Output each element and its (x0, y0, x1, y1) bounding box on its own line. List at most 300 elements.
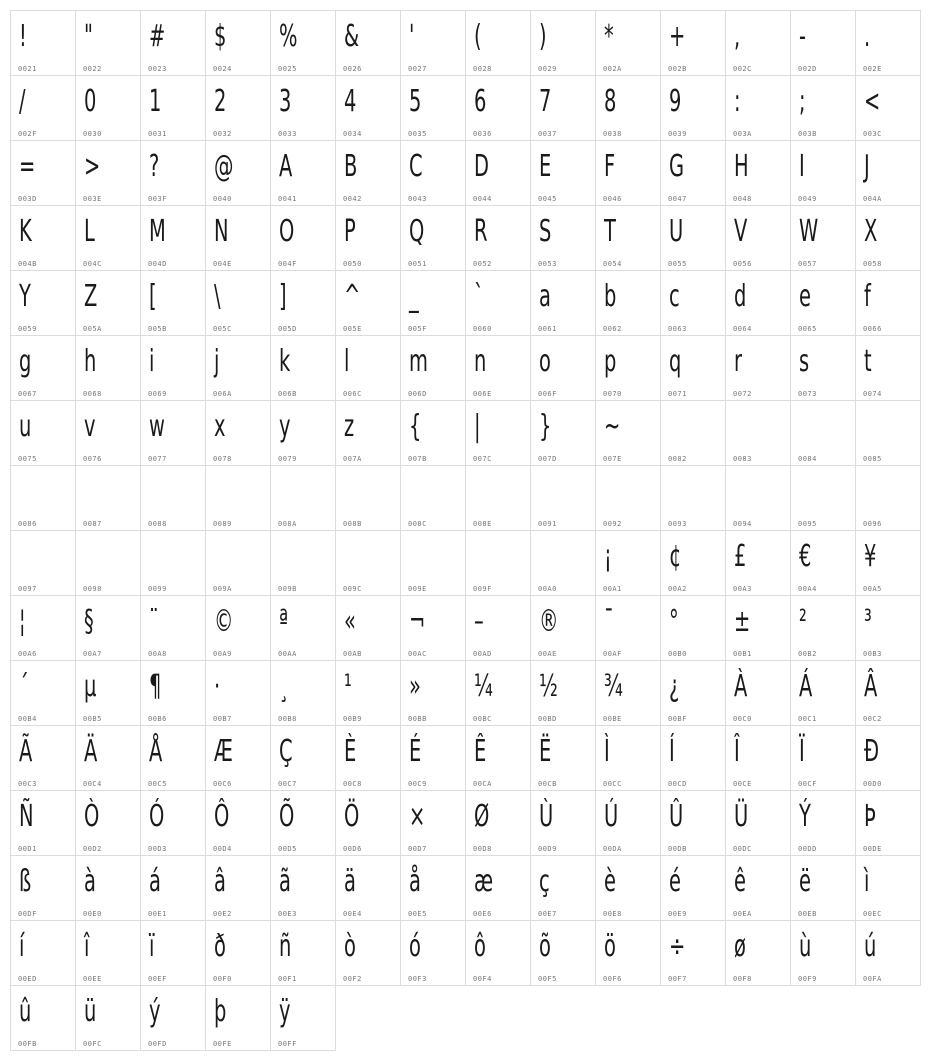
glyph-codepoint: 00B1 (733, 650, 752, 658)
glyph-codepoint: 00F5 (538, 975, 557, 983)
glyph-cell (531, 11, 596, 76)
glyph-character: Ø (474, 799, 490, 834)
glyph-cell (336, 76, 401, 141)
glyph-cell (531, 76, 596, 141)
glyph-character: ¨ (149, 604, 159, 639)
glyph-cell (726, 11, 791, 76)
glyph-codepoint: 00A3 (733, 585, 752, 593)
glyph-character: ü (84, 994, 97, 1029)
glyph-codepoint: 009E (408, 585, 427, 593)
glyph-codepoint: 0087 (83, 520, 102, 528)
glyph-codepoint: 0026 (343, 65, 362, 73)
glyph-cell (596, 141, 661, 206)
glyph-character: R (474, 214, 488, 249)
glyph-cell (466, 791, 531, 856)
glyph-character: É (409, 734, 422, 769)
glyph-codepoint: 00E7 (538, 910, 557, 918)
glyph-cell (596, 921, 661, 986)
glyph-character: V (734, 214, 748, 249)
glyph-character: § (84, 604, 94, 639)
glyph-codepoint: 0049 (798, 195, 817, 203)
glyph-codepoint: 0067 (18, 390, 37, 398)
glyph-cell (856, 336, 921, 401)
glyph-cell (11, 531, 76, 596)
glyph-character: " (84, 19, 93, 54)
glyph-character: G (669, 149, 685, 184)
glyph-cell (206, 986, 271, 1051)
glyph-character: ì (864, 864, 870, 899)
glyph-codepoint: 0038 (603, 130, 622, 138)
glyph-character: C (409, 149, 423, 184)
glyph-character: ù (799, 929, 812, 964)
glyph-codepoint: 0022 (83, 65, 102, 73)
glyph-character: ã (279, 864, 291, 899)
glyph-cell (791, 76, 856, 141)
glyph-codepoint: 0039 (668, 130, 687, 138)
glyph-character: Y (19, 279, 31, 314)
glyph-cell (206, 206, 271, 271)
glyph-character: ¡ (604, 539, 612, 574)
glyph-cell (726, 531, 791, 596)
glyph-cell (466, 206, 531, 271)
glyph-codepoint: 0045 (538, 195, 557, 203)
glyph-codepoint: 0073 (798, 390, 817, 398)
glyph-character: H (734, 149, 749, 184)
glyph-character: \ (214, 279, 221, 314)
glyph-codepoint: 00BD (538, 715, 557, 723)
glyph-character: p (604, 344, 617, 379)
glyph-codepoint: 004D (148, 260, 167, 268)
glyph-character: ó (409, 929, 421, 964)
glyph-character: ° (669, 604, 679, 639)
glyph-codepoint: 002A (603, 65, 622, 73)
glyph-cell (401, 271, 466, 336)
glyph-codepoint: 0063 (668, 325, 687, 333)
glyph-cell (466, 336, 531, 401)
glyph-cell (336, 726, 401, 791)
glyph-cell (791, 856, 856, 921)
glyph-cell (531, 726, 596, 791)
glyph-cell (206, 921, 271, 986)
glyph-character: n (474, 344, 487, 379)
glyph-character: © (214, 604, 234, 639)
glyph-codepoint: 00EF (148, 975, 167, 983)
glyph-codepoint: 0047 (668, 195, 687, 203)
glyph-codepoint: 007A (343, 455, 362, 463)
glyph-character: ë (799, 864, 811, 899)
glyph-codepoint: 00E0 (83, 910, 102, 918)
glyph-character: Ü (734, 799, 749, 834)
glyph-cell (76, 661, 141, 726)
glyph-character: Þ (864, 799, 876, 834)
glyph-cell (336, 401, 401, 466)
glyph-cell (856, 271, 921, 336)
glyph-cell (76, 336, 141, 401)
glyph-codepoint: 0095 (798, 520, 817, 528)
glyph-codepoint: 0070 (603, 390, 622, 398)
glyph-codepoint: 0084 (798, 455, 817, 463)
glyph-character: 3 (279, 84, 292, 119)
glyph-codepoint: 0061 (538, 325, 557, 333)
glyph-cell (856, 141, 921, 206)
glyph-cell (271, 11, 336, 76)
glyph-cell (206, 531, 271, 596)
glyph-cell (11, 336, 76, 401)
glyph-character: Á (799, 669, 813, 704)
glyph-character: [ (149, 279, 157, 314)
glyph-character: Ê (474, 734, 487, 769)
glyph-cell (206, 856, 271, 921)
glyph-cell (141, 986, 206, 1051)
glyph-cell (661, 11, 726, 76)
glyph-cell (661, 271, 726, 336)
glyph-cell (466, 76, 531, 141)
glyph-codepoint: 00C4 (83, 780, 102, 788)
glyph-cell (76, 11, 141, 76)
glyph-codepoint: 00D0 (863, 780, 882, 788)
glyph-character: Ù (539, 799, 554, 834)
glyph-cell (661, 466, 726, 531)
glyph-cell (531, 336, 596, 401)
glyph-character: ß (19, 864, 32, 899)
glyph-cell (206, 336, 271, 401)
glyph-cell (726, 856, 791, 921)
glyph-character: l (344, 344, 350, 379)
glyph-cell (336, 921, 401, 986)
glyph-codepoint: 00D6 (343, 845, 362, 853)
glyph-codepoint: 00D1 (18, 845, 37, 853)
glyph-character: z (344, 409, 355, 444)
glyph-codepoint: 00B3 (863, 650, 882, 658)
glyph-cell (856, 531, 921, 596)
glyph-codepoint: 00E9 (668, 910, 687, 918)
glyph-cell (791, 596, 856, 661)
glyph-cell (141, 141, 206, 206)
glyph-character: ò (344, 929, 356, 964)
glyph-codepoint: 0097 (18, 585, 37, 593)
glyph-character: ï (149, 929, 155, 964)
glyph-codepoint: 00F8 (733, 975, 752, 983)
glyph-character: . (864, 19, 871, 54)
glyph-cell (661, 141, 726, 206)
glyph-character: f (864, 279, 871, 314)
glyph-cell (206, 141, 271, 206)
glyph-cell (466, 661, 531, 726)
glyph-cell (596, 596, 661, 661)
glyph-codepoint: 003C (863, 130, 882, 138)
glyph-cell (791, 336, 856, 401)
glyph-codepoint: 004E (213, 260, 232, 268)
glyph-codepoint: 00BF (668, 715, 687, 723)
glyph-cell (401, 791, 466, 856)
glyph-codepoint: 003A (733, 130, 752, 138)
glyph-cell (336, 11, 401, 76)
glyph-cell (11, 661, 76, 726)
glyph-codepoint: 0052 (473, 260, 492, 268)
glyph-cell (336, 596, 401, 661)
glyph-codepoint: 009A (213, 585, 232, 593)
glyph-character: ® (539, 604, 559, 639)
glyph-codepoint: 00DA (603, 845, 622, 853)
glyph-cell (271, 986, 336, 1051)
glyph-codepoint: 00F2 (343, 975, 362, 983)
glyph-codepoint: 009F (473, 585, 492, 593)
glyph-cell (271, 661, 336, 726)
glyph-character: { (409, 409, 422, 444)
glyph-cell (596, 466, 661, 531)
glyph-cell (726, 726, 791, 791)
glyph-codepoint: 006E (473, 390, 492, 398)
glyph-cell (661, 921, 726, 986)
glyph-cell (141, 856, 206, 921)
glyph-codepoint: 0029 (538, 65, 557, 73)
glyph-codepoint: 00D3 (148, 845, 167, 853)
glyph-codepoint: 007E (603, 455, 622, 463)
glyph-codepoint: 00E5 (408, 910, 427, 918)
glyph-codepoint: 00EC (863, 910, 882, 918)
glyph-character: & (344, 19, 360, 54)
glyph-codepoint: 00FA (863, 975, 882, 983)
glyph-codepoint: 0050 (343, 260, 362, 268)
glyph-character: í (19, 929, 25, 964)
glyph-character: 8 (604, 84, 617, 119)
glyph-character: ¥ (864, 539, 877, 574)
glyph-cell (11, 921, 76, 986)
glyph-codepoint: 005B (148, 325, 167, 333)
glyph-codepoint: 00C0 (733, 715, 752, 723)
glyph-cell (466, 726, 531, 791)
glyph-codepoint: 003F (148, 195, 167, 203)
glyph-character: < (864, 84, 881, 119)
glyph-cell (11, 986, 76, 1051)
glyph-codepoint: 00EA (733, 910, 752, 918)
glyph-cell (336, 856, 401, 921)
glyph-cell (76, 466, 141, 531)
glyph-cell (206, 791, 271, 856)
glyph-codepoint: 00B5 (83, 715, 102, 723)
glyph-cell (76, 531, 141, 596)
glyph-cell (206, 271, 271, 336)
glyph-character: ~ (604, 409, 621, 444)
glyph-cell (791, 11, 856, 76)
glyph-character: w (149, 409, 165, 444)
glyph-character: â (214, 864, 226, 899)
glyph-codepoint: 00DF (18, 910, 37, 918)
glyph-codepoint: 00F9 (798, 975, 817, 983)
glyph-cell (791, 271, 856, 336)
glyph-codepoint: 003E (83, 195, 102, 203)
glyph-cell (661, 596, 726, 661)
glyph-codepoint: 00F1 (278, 975, 297, 983)
glyph-cell (141, 401, 206, 466)
glyph-codepoint: 00C2 (863, 715, 882, 723)
glyph-character: ª (279, 604, 289, 639)
glyph-cell (531, 466, 596, 531)
glyph-character: ö (604, 929, 616, 964)
glyph-cell (596, 76, 661, 141)
glyph-codepoint: 00A5 (863, 585, 882, 593)
glyph-codepoint: 0099 (148, 585, 167, 593)
glyph-character: Z (84, 279, 98, 314)
glyph-character: 4 (344, 84, 357, 119)
glyph-codepoint: 003D (18, 195, 37, 203)
glyph-cell (76, 791, 141, 856)
glyph-cell (596, 531, 661, 596)
glyph-cell (401, 141, 466, 206)
glyph-cell (661, 726, 726, 791)
glyph-cell (11, 726, 76, 791)
glyph-cell (531, 271, 596, 336)
glyph-codepoint: 00B6 (148, 715, 167, 723)
glyph-cell (206, 596, 271, 661)
glyph-cell (271, 76, 336, 141)
glyph-cell (466, 921, 531, 986)
glyph-cell (11, 271, 76, 336)
glyph-codepoint: 005D (278, 325, 297, 333)
glyph-character: à (84, 864, 96, 899)
glyph-character: Ò (84, 799, 100, 834)
glyph-cell (791, 466, 856, 531)
glyph-character: Ï (799, 734, 805, 769)
glyph-cell (856, 661, 921, 726)
glyph-character: # (149, 19, 166, 54)
glyph-codepoint: 00F6 (603, 975, 622, 983)
glyph-cell (726, 141, 791, 206)
glyph-cell (336, 661, 401, 726)
glyph-codepoint: 0048 (733, 195, 752, 203)
glyph-codepoint: 0046 (603, 195, 622, 203)
glyph-character: 1 (149, 84, 162, 119)
glyph-character: h (84, 344, 97, 379)
glyph-codepoint: 00D9 (538, 845, 557, 853)
glyph-codepoint: 0053 (538, 260, 557, 268)
glyph-codepoint: 0076 (83, 455, 102, 463)
glyph-codepoint: 00EE (83, 975, 102, 983)
glyph-codepoint: 0040 (213, 195, 232, 203)
glyph-codepoint: 00F3 (408, 975, 427, 983)
glyph-codepoint: 0032 (213, 130, 232, 138)
glyph-cell (791, 921, 856, 986)
glyph-character: Ç (279, 734, 293, 769)
glyph-cell (141, 271, 206, 336)
glyph-cell (466, 11, 531, 76)
glyph-codepoint: 005A (83, 325, 102, 333)
glyph-cell (791, 141, 856, 206)
glyph-cell (336, 271, 401, 336)
glyph-character: È (344, 734, 357, 769)
glyph-codepoint: 00E2 (213, 910, 232, 918)
glyph-codepoint: 0085 (863, 455, 882, 463)
glyph-cell (726, 401, 791, 466)
glyph-codepoint: 00F7 (668, 975, 687, 983)
glyph-codepoint: 00B8 (278, 715, 297, 723)
glyph-cell (661, 856, 726, 921)
glyph-character: Ý (799, 799, 811, 834)
glyph-cell (661, 401, 726, 466)
glyph-character: Ñ (19, 799, 34, 834)
glyph-codepoint: 00BB (408, 715, 427, 723)
glyph-codepoint: 00CD (668, 780, 687, 788)
glyph-cell (791, 401, 856, 466)
glyph-character: ¦ (19, 604, 26, 639)
glyph-cell (531, 401, 596, 466)
glyph-codepoint: 004A (863, 195, 882, 203)
glyph-cell (856, 726, 921, 791)
glyph-cell (661, 531, 726, 596)
glyph-character: _ (409, 279, 419, 314)
glyph-codepoint: 004F (278, 260, 297, 268)
glyph-codepoint: 0051 (408, 260, 427, 268)
glyph-cell (271, 726, 336, 791)
glyph-character: ! (19, 19, 27, 54)
glyph-codepoint: 0056 (733, 260, 752, 268)
glyph-codepoint: 00A2 (668, 585, 687, 593)
glyph-codepoint: 00F0 (213, 975, 232, 983)
glyph-character: O (279, 214, 295, 249)
glyph-character: u (19, 409, 32, 444)
glyph-cell (141, 206, 206, 271)
glyph-character: ¹ (344, 669, 352, 704)
glyph-character: Ú (604, 799, 619, 834)
glyph-cell (466, 531, 531, 596)
glyph-codepoint: 00AD (473, 650, 492, 658)
glyph-character: õ (539, 929, 551, 964)
glyph-character: r (734, 344, 742, 379)
glyph-cell (141, 726, 206, 791)
glyph-cell (271, 141, 336, 206)
glyph-codepoint: 00D7 (408, 845, 427, 853)
glyph-codepoint: 0024 (213, 65, 232, 73)
glyph-codepoint: 00FB (18, 1040, 37, 1048)
glyph-cell (11, 466, 76, 531)
glyph-cell (336, 791, 401, 856)
glyph-character: % (279, 19, 298, 54)
glyph-cell (206, 401, 271, 466)
glyph-cell (271, 401, 336, 466)
glyph-character: v (84, 409, 96, 444)
glyph-character: Û (669, 799, 684, 834)
glyph-codepoint: 00FC (83, 1040, 102, 1048)
glyph-character: Ì (604, 734, 610, 769)
glyph-character: À (734, 669, 748, 704)
glyph-codepoint: 005F (408, 325, 427, 333)
glyph-character: Ô (214, 799, 230, 834)
glyph-codepoint: 008E (473, 520, 492, 528)
glyph-character: ³ (864, 604, 872, 639)
glyph-cell (466, 856, 531, 921)
glyph-codepoint: 0031 (148, 130, 167, 138)
glyph-codepoint: 0054 (603, 260, 622, 268)
glyph-cell (661, 76, 726, 141)
glyph-cell (596, 401, 661, 466)
glyph-cell (531, 531, 596, 596)
glyph-cell (596, 791, 661, 856)
glyph-codepoint: 0096 (863, 520, 882, 528)
glyph-cell (726, 271, 791, 336)
glyph-codepoint: 00A4 (798, 585, 817, 593)
glyph-character: Í (669, 734, 675, 769)
glyph-character: 2 (214, 84, 227, 119)
glyph-cell (596, 726, 661, 791)
glyph-character: e (799, 279, 811, 314)
glyph-cell (401, 466, 466, 531)
glyph-codepoint: 00B7 (213, 715, 232, 723)
glyph-character: € (799, 539, 812, 574)
glyph-codepoint: 00A6 (18, 650, 37, 658)
glyph-codepoint: 0034 (343, 130, 362, 138)
glyph-character: b (604, 279, 617, 314)
glyph-codepoint: 0064 (733, 325, 752, 333)
